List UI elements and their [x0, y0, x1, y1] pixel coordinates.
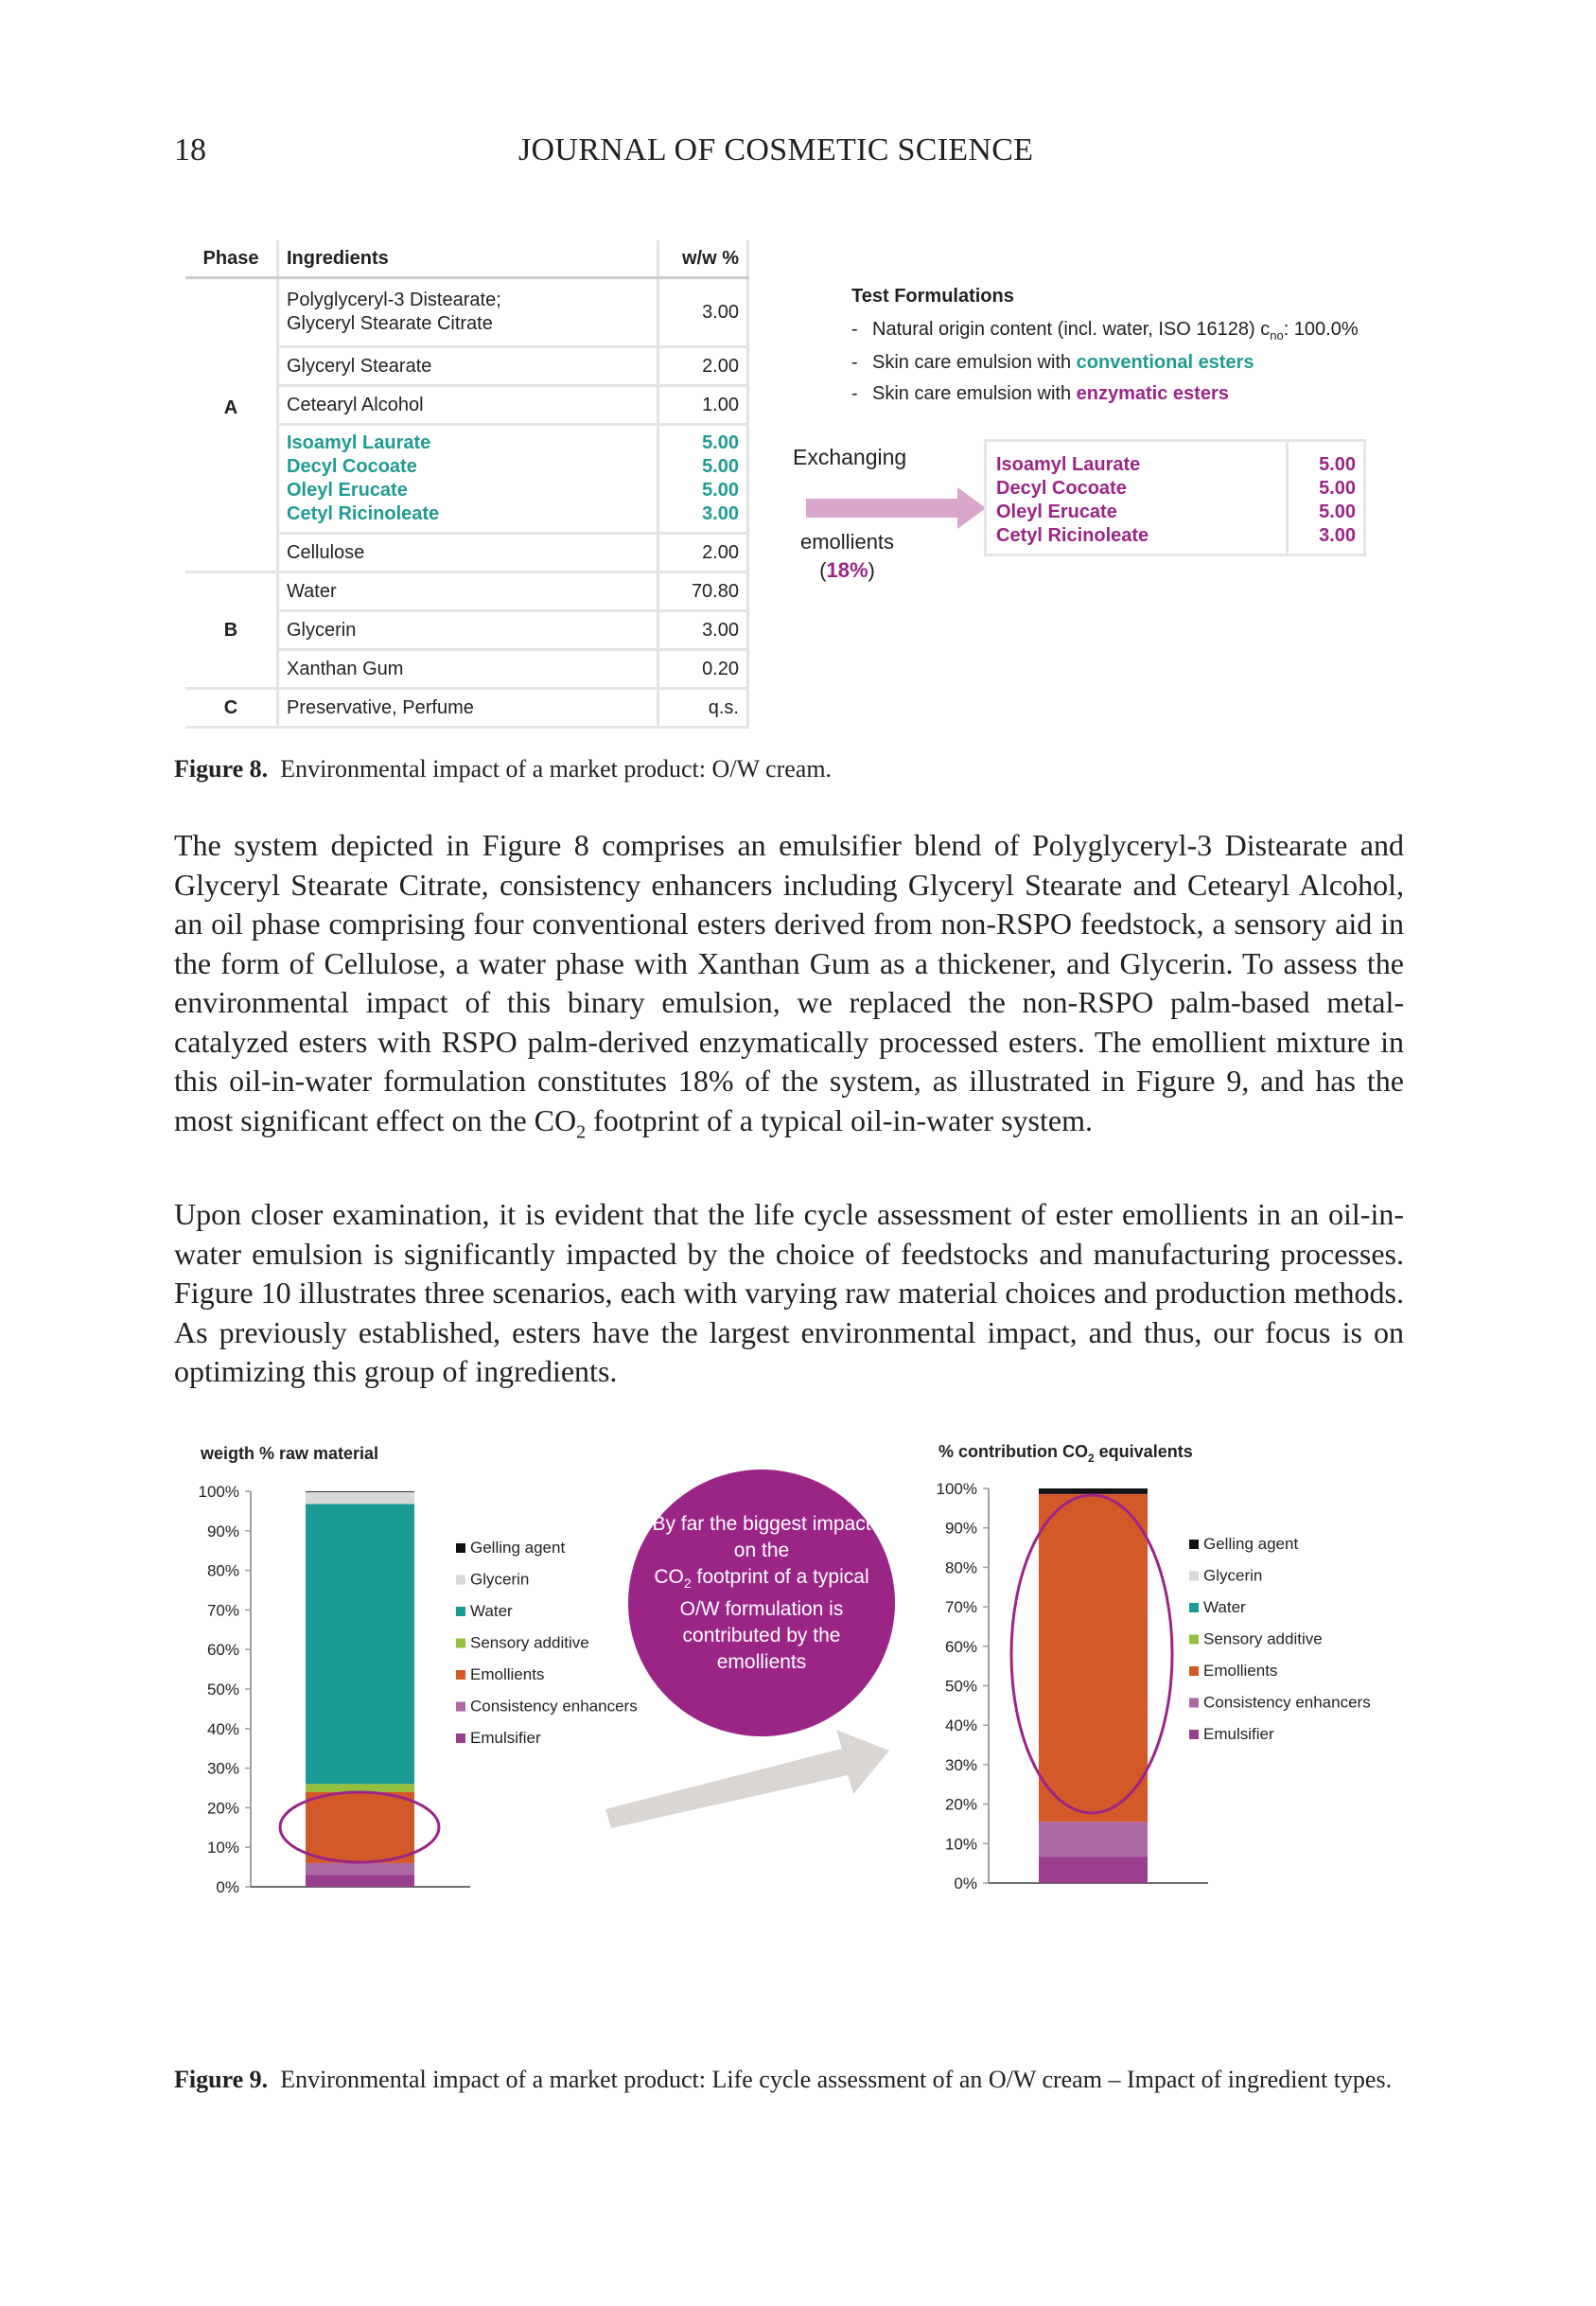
y-tick-label: 70%	[206, 1601, 239, 1620]
legend-swatch	[1189, 1699, 1199, 1708]
bar-segment-water	[306, 1504, 414, 1784]
y-tick-label: 100%	[198, 1483, 239, 1501]
y-tick-label: 60%	[944, 1637, 977, 1656]
y-tick-label: 40%	[206, 1719, 239, 1738]
legend-swatch	[1189, 1572, 1199, 1581]
ingredient-cell: Preservative, Perfume	[278, 689, 658, 728]
legend-label: Consistency enhancers	[470, 1697, 638, 1716]
legend-label: Water	[470, 1602, 513, 1620]
legend-swatch	[1189, 1635, 1199, 1645]
bar-segment-consistency-enhancers	[1039, 1822, 1148, 1857]
item-text: Natural origin content (incl. water, ISO 16128) c	[872, 319, 1271, 340]
bar-segment-sensory-additive	[306, 1784, 414, 1791]
bar-segment-consistency-enhancers	[306, 1863, 414, 1875]
value-cell: 3.00	[658, 611, 748, 650]
legend-label: Glycerin	[470, 1570, 530, 1589]
emollient-name: Oleyl Erucate	[287, 480, 408, 501]
y-tick-label: 70%	[944, 1598, 977, 1617]
y-tick-label: 20%	[206, 1799, 239, 1818]
ester-name: Isoamyl Laurate	[996, 454, 1141, 475]
emollient-name: Decyl Cocoate	[287, 456, 417, 477]
item-text: Skin care emulsion with	[872, 352, 1077, 373]
y-tick-label: 10%	[206, 1839, 239, 1857]
emollient-values-cell	[658, 425, 748, 534]
column-divider	[1286, 442, 1289, 554]
exchanging-label: Exchanging	[793, 445, 907, 469]
y-tick-label: 0%	[954, 1875, 977, 1892]
legend-label: Sensory additive	[470, 1633, 589, 1652]
legend-swatch	[456, 1607, 465, 1616]
test-formulations-title: Test Formulations	[851, 286, 1014, 307]
legend-label: Gelling agent	[1203, 1535, 1299, 1553]
paragraph-text: footprint of a typical oil-in-water system.	[586, 1102, 1093, 1137]
ingredient-cell: Glyceryl Stearate	[278, 347, 658, 386]
bar-segment-emollients	[1039, 1494, 1148, 1822]
callout-line: footprint of a typical O/W formulation is contributed by the emollients	[679, 1566, 869, 1674]
y-tick-label: 50%	[944, 1677, 977, 1696]
test-formulation-item	[851, 352, 1359, 374]
legend-swatch	[456, 1543, 465, 1553]
ester-value: 5.00	[1319, 502, 1356, 522]
phase-a-label: A	[223, 396, 238, 418]
legend-label: Emollients	[470, 1665, 545, 1683]
subscript: 2	[683, 1575, 692, 1592]
ingredient-cell: Cetearyl Alcohol	[278, 386, 658, 425]
test-formulation-item	[851, 383, 1359, 405]
ester-name: Cetyl Ricinoleate	[996, 525, 1149, 546]
ingredients-header: Ingredients	[278, 240, 658, 278]
body-paragraph-1	[174, 826, 1404, 1152]
legend-swatch	[456, 1670, 465, 1680]
y-tick-label: 0%	[216, 1878, 239, 1896]
y-tick-label: 20%	[944, 1795, 977, 1814]
bar-segment-glycerin	[306, 1492, 414, 1505]
callout-text	[647, 1511, 876, 1676]
y-tick-label: 90%	[944, 1519, 977, 1538]
y-tick-label: 80%	[944, 1558, 977, 1577]
paragraph-text: The system depicted in Figure 8 comprises an emulsifier blend of Polyglyceryl-3 Distearate and Glyceryl Stearate Citrate, consistency enhancers including Glyceryl Stearate and Cetearyl Alcohol, an oil phase comprising four conventional esters derived from non-RSPO feedstock, a sensory aid in the form of Cellulose, a water phase with Xanthan Gum as a thickener, and Glycerin. To assess the environmental impact of this binary emulsion, we replaced the non-RSPO palm-based metal-catalyzed esters with RSPO palm-derived enzymatically processed esters. The emollient mixture in this oil-in-water formulation constitutes 18% of the system, as illustrated in Figure 9, and has the most significant effect on the CO	[174, 828, 1404, 1137]
y-tick-label: 30%	[944, 1755, 977, 1774]
emollient-name: Cetyl Ricinoleate	[287, 503, 440, 524]
legend-label: Emollients	[1203, 1662, 1278, 1680]
phase-header: Phase	[185, 240, 278, 278]
ingredient-cell	[278, 278, 658, 347]
y-tick-label: 50%	[206, 1681, 239, 1699]
y-tick-label: 90%	[206, 1522, 239, 1540]
page-number: 18	[174, 132, 206, 167]
chart-title: % contribution $CO_2$ equivalents	[938, 1442, 1193, 1465]
table-row	[185, 689, 748, 728]
ester-value: 5.00	[1319, 478, 1356, 499]
legend-label: Emulsifier	[1203, 1725, 1274, 1743]
figure8-caption	[174, 755, 832, 783]
chart-co2-contribution	[918, 1429, 1410, 2034]
bar-segment-emulsifier	[306, 1875, 414, 1887]
paren: (	[819, 558, 827, 582]
legend-swatch	[1189, 1603, 1199, 1612]
legend-swatch	[456, 1702, 465, 1712]
ingredient-cell: Xanthan Gum	[278, 650, 658, 689]
legend-label: Glycerin	[1203, 1566, 1263, 1585]
journal-title: JOURNAL OF COSMETIC SCIENCE	[518, 132, 1034, 167]
legend-swatch	[1189, 1730, 1199, 1739]
emollient-name: Isoamyl Laurate	[287, 432, 431, 453]
chart-title: weigth % raw material	[201, 1444, 379, 1463]
legend-swatch	[456, 1639, 465, 1648]
table-row	[185, 278, 748, 347]
enzymatic-ester-values	[1319, 453, 1356, 548]
emollients-label	[800, 528, 894, 585]
dash-bullet: -	[851, 352, 858, 373]
ingredient-cell: Cellulose	[278, 534, 658, 572]
dash-bullet: -	[851, 383, 858, 404]
subscript: no	[1270, 328, 1284, 343]
y-tick-label: 30%	[206, 1759, 239, 1778]
ingredient-line: Polyglyceryl-3 Distearate;	[287, 290, 501, 310]
enzymatic-esters-table	[984, 439, 1366, 556]
enzymatic-ester-names	[996, 453, 1149, 548]
ester-value: 5.00	[1319, 454, 1356, 475]
y-tick-label: 60%	[206, 1641, 239, 1660]
value-cell: 0.20	[658, 650, 748, 689]
value-cell: 1.00	[658, 386, 748, 425]
bar-segment-gelling-agent	[1039, 1488, 1148, 1494]
legend-swatch	[1189, 1540, 1199, 1549]
item-text: : 100.0%	[1283, 319, 1359, 340]
body-paragraph-2: Upon closer examination, it is evident that the life cycle assessment of ester emollients in an oil-in-water emulsion is significantly impacted by the choice of feedstocks and manufacturing processes. Figure 10 illustrates three scenarios, each with varying raw material choices and production methods. As previously established, esters have the largest environmental impact, and thus, our focus is on optimizing this group of ingredients.	[174, 1197, 1404, 1388]
paren: )	[868, 558, 875, 582]
ester-value: 3.00	[1319, 525, 1356, 546]
bar-segment-gelling-agent	[306, 1491, 414, 1492]
y-tick-label: 100%	[936, 1480, 977, 1498]
value-cell: q.s.	[658, 689, 748, 728]
test-formulation-item	[851, 319, 1359, 343]
legend-label: Consistency enhancers	[1203, 1693, 1371, 1712]
figure9-caption	[174, 2063, 1404, 2097]
emollient-value: 3.00	[702, 503, 739, 524]
conventional-esters-label: conventional esters	[1076, 352, 1254, 373]
arrow-shape	[605, 1730, 889, 1828]
ingredient-cell: Glycerin	[278, 611, 658, 650]
phase-b-label: B	[185, 572, 278, 689]
legend-swatch	[456, 1734, 465, 1743]
chart-weight-percent	[180, 1429, 672, 2034]
emollients-percent	[800, 556, 894, 585]
chart-title-subscript: 2	[1087, 1452, 1095, 1465]
percent-value: 18%	[826, 558, 868, 582]
item-text: Skin care emulsion with	[872, 383, 1077, 404]
caption-text: Environmental impact of a market product: O/W cream.	[280, 755, 833, 783]
gray-arrow-icon	[605, 1722, 889, 1836]
ingredient-cell: Water	[278, 572, 658, 611]
bar-segment-emulsifier	[1039, 1857, 1148, 1883]
table-row	[185, 572, 748, 611]
subscript: 2	[576, 1120, 587, 1142]
legend-label: Water	[1203, 1598, 1246, 1616]
test-formulations	[851, 286, 1359, 414]
y-tick-label: 40%	[944, 1716, 977, 1735]
value-cell: 3.00	[658, 278, 748, 347]
ester-name: Oleyl Erucate	[996, 502, 1117, 522]
ingredient-line: Glyceryl Stearate Citrate	[287, 313, 493, 334]
emollient-value: 5.00	[702, 456, 739, 477]
emollient-value: 5.00	[702, 432, 739, 453]
caption-label: Figure 9.	[174, 2066, 269, 2093]
ww-header: w/w %	[658, 240, 748, 278]
ingredients-table	[185, 240, 749, 729]
chart-title-end: equivalents	[1094, 1442, 1193, 1461]
exchange-arrow-icon	[806, 487, 986, 529]
callout-line: By far the biggest impact on the	[652, 1513, 871, 1561]
y-tick-label: 10%	[944, 1835, 977, 1854]
legend-swatch	[456, 1575, 465, 1585]
bar-segment-emollients	[306, 1792, 414, 1863]
legend-swatch	[1189, 1666, 1199, 1676]
legend-label: Emulsifier	[470, 1729, 541, 1747]
y-tick-label: 80%	[206, 1561, 239, 1580]
phase-c-label: C	[185, 689, 278, 728]
emollients-word: emollients	[800, 530, 895, 554]
legend-label: Sensory additive	[1203, 1629, 1323, 1648]
callout-line: CO	[654, 1566, 684, 1588]
ester-name: Decyl Cocoate	[996, 478, 1127, 499]
value-cell: 2.00	[658, 347, 748, 386]
emollient-names-cell	[278, 425, 658, 534]
enzymatic-esters-label: enzymatic esters	[1076, 383, 1229, 404]
arrow-shape	[806, 487, 986, 529]
dash-bullet: -	[851, 319, 858, 340]
caption-text: Environmental impact of a market product: Life cycle assessment of an O/W cream – Impact of ingredient types.	[280, 2066, 1393, 2093]
caption-label: Figure 8.	[174, 755, 269, 783]
callout-bubble	[628, 1470, 895, 1736]
value-cell: 70.80	[658, 572, 748, 611]
value-cell: 2.00	[658, 534, 748, 572]
table-header-row	[185, 240, 748, 278]
emollient-value: 5.00	[702, 480, 739, 501]
legend-label: Gelling agent	[470, 1539, 566, 1557]
